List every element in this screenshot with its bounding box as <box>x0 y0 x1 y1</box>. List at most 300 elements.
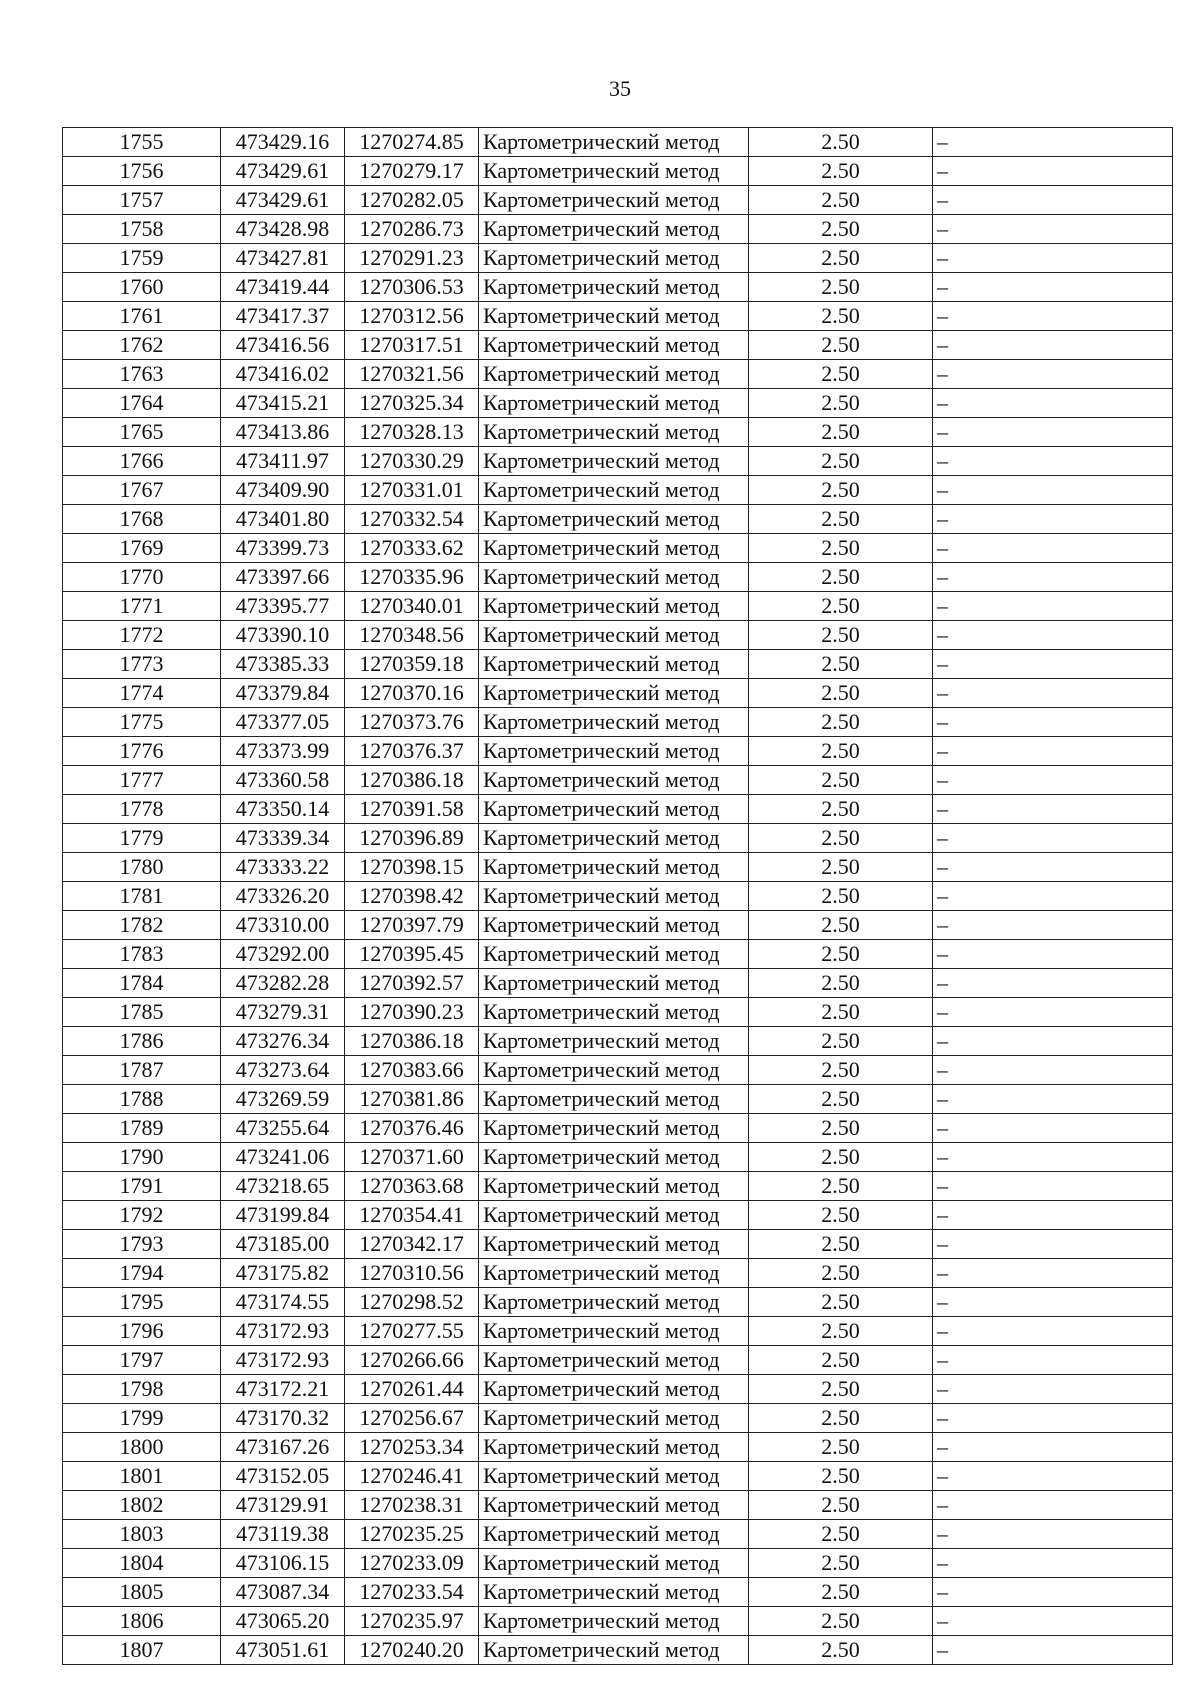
method-cell: Картометрический метод <box>479 505 749 534</box>
accuracy-cell: 2.50 <box>749 708 933 737</box>
note-cell: – <box>933 1143 1173 1172</box>
table-row <box>63 969 1173 998</box>
note-cell: – <box>933 969 1173 998</box>
note-cell: – <box>933 679 1173 708</box>
table-row <box>63 1636 1173 1665</box>
method-cell: Картометрический метод <box>479 360 749 389</box>
accuracy-cell: 2.50 <box>749 1259 933 1288</box>
x-coordinate-cell: 473310.00 <box>221 911 345 940</box>
method-cell: Картометрический метод <box>479 737 749 766</box>
x-coordinate-cell: 473276.34 <box>221 1027 345 1056</box>
method-cell: Картометрический метод <box>479 1259 749 1288</box>
method-cell: Картометрический метод <box>479 447 749 476</box>
accuracy-cell: 2.50 <box>749 650 933 679</box>
x-coordinate-cell: 473172.93 <box>221 1317 345 1346</box>
accuracy-cell: 2.50 <box>749 1636 933 1665</box>
table-row <box>63 679 1173 708</box>
y-coordinate-cell: 1270370.16 <box>345 679 479 708</box>
method-cell: Картометрический метод <box>479 1404 749 1433</box>
y-coordinate-cell: 1270312.56 <box>345 302 479 331</box>
accuracy-cell: 2.50 <box>749 1288 933 1317</box>
x-coordinate-cell: 473339.34 <box>221 824 345 853</box>
method-cell: Картометрический метод <box>479 1085 749 1114</box>
table-row <box>63 418 1173 447</box>
accuracy-cell: 2.50 <box>749 1172 933 1201</box>
accuracy-cell: 2.50 <box>749 621 933 650</box>
y-coordinate-cell: 1270398.42 <box>345 882 479 911</box>
accuracy-cell: 2.50 <box>749 273 933 302</box>
accuracy-cell: 2.50 <box>749 447 933 476</box>
method-cell: Картометрический метод <box>479 1520 749 1549</box>
y-coordinate-cell: 1270376.37 <box>345 737 479 766</box>
method-cell: Картометрический метод <box>479 1230 749 1259</box>
y-coordinate-cell: 1270321.56 <box>345 360 479 389</box>
y-coordinate-cell: 1270330.29 <box>345 447 479 476</box>
note-cell: – <box>933 1607 1173 1636</box>
accuracy-cell: 2.50 <box>749 911 933 940</box>
note-cell: – <box>933 1462 1173 1491</box>
table-row <box>63 534 1173 563</box>
method-cell: Картометрический метод <box>479 1143 749 1172</box>
page-number: 35 <box>609 76 631 101</box>
y-coordinate-cell: 1270390.23 <box>345 998 479 1027</box>
table-row <box>63 1491 1173 1520</box>
method-cell: Картометрический метод <box>479 1578 749 1607</box>
point-number-cell: 1790 <box>63 1143 221 1172</box>
note-cell: – <box>933 795 1173 824</box>
note-cell: – <box>933 534 1173 563</box>
accuracy-cell: 2.50 <box>749 128 933 157</box>
x-coordinate-cell: 473379.84 <box>221 679 345 708</box>
accuracy-cell: 2.50 <box>749 418 933 447</box>
note-cell: – <box>933 1317 1173 1346</box>
table-row <box>63 621 1173 650</box>
note-cell: – <box>933 1520 1173 1549</box>
note-cell: – <box>933 360 1173 389</box>
point-number-cell: 1787 <box>63 1056 221 1085</box>
note-cell: – <box>933 1172 1173 1201</box>
x-coordinate-cell: 473282.28 <box>221 969 345 998</box>
note-cell: – <box>933 911 1173 940</box>
table-row <box>63 1520 1173 1549</box>
point-number-cell: 1757 <box>63 186 221 215</box>
note-cell: – <box>933 998 1173 1027</box>
point-number-cell: 1797 <box>63 1346 221 1375</box>
point-number-cell: 1769 <box>63 534 221 563</box>
point-number-cell: 1799 <box>63 1404 221 1433</box>
point-number-cell: 1781 <box>63 882 221 911</box>
coordinates-table-body <box>63 128 1173 1665</box>
note-cell: – <box>933 1259 1173 1288</box>
point-number-cell: 1803 <box>63 1520 221 1549</box>
accuracy-cell: 2.50 <box>749 331 933 360</box>
y-coordinate-cell: 1270279.17 <box>345 157 479 186</box>
table-row <box>63 795 1173 824</box>
method-cell: Картометрический метод <box>479 853 749 882</box>
accuracy-cell: 2.50 <box>749 1201 933 1230</box>
method-cell: Картометрический метод <box>479 1201 749 1230</box>
table-row <box>63 650 1173 679</box>
note-cell: – <box>933 418 1173 447</box>
x-coordinate-cell: 473218.65 <box>221 1172 345 1201</box>
note-cell: – <box>933 824 1173 853</box>
table-row <box>63 708 1173 737</box>
y-coordinate-cell: 1270233.09 <box>345 1549 479 1578</box>
method-cell: Картометрический метод <box>479 1317 749 1346</box>
x-coordinate-cell: 473417.37 <box>221 302 345 331</box>
point-number-cell: 1801 <box>63 1462 221 1491</box>
y-coordinate-cell: 1270340.01 <box>345 592 479 621</box>
point-number-cell: 1776 <box>63 737 221 766</box>
y-coordinate-cell: 1270233.54 <box>345 1578 479 1607</box>
method-cell: Картометрический метод <box>479 389 749 418</box>
y-coordinate-cell: 1270246.41 <box>345 1462 479 1491</box>
accuracy-cell: 2.50 <box>749 186 933 215</box>
accuracy-cell: 2.50 <box>749 563 933 592</box>
accuracy-cell: 2.50 <box>749 1317 933 1346</box>
accuracy-cell: 2.50 <box>749 1114 933 1143</box>
method-cell: Картометрический метод <box>479 215 749 244</box>
table-row <box>63 1259 1173 1288</box>
method-cell: Картометрический метод <box>479 824 749 853</box>
method-cell: Картометрический метод <box>479 331 749 360</box>
x-coordinate-cell: 473360.58 <box>221 766 345 795</box>
y-coordinate-cell: 1270256.67 <box>345 1404 479 1433</box>
note-cell: – <box>933 1085 1173 1114</box>
point-number-cell: 1800 <box>63 1433 221 1462</box>
accuracy-cell: 2.50 <box>749 882 933 911</box>
point-number-cell: 1798 <box>63 1375 221 1404</box>
table-row <box>63 1607 1173 1636</box>
point-number-cell: 1780 <box>63 853 221 882</box>
point-number-cell: 1796 <box>63 1317 221 1346</box>
x-coordinate-cell: 473413.86 <box>221 418 345 447</box>
y-coordinate-cell: 1270354.41 <box>345 1201 479 1230</box>
accuracy-cell: 2.50 <box>749 766 933 795</box>
table-row <box>63 244 1173 273</box>
x-coordinate-cell: 473174.55 <box>221 1288 345 1317</box>
y-coordinate-cell: 1270274.85 <box>345 128 479 157</box>
table-row <box>63 331 1173 360</box>
accuracy-cell: 2.50 <box>749 1027 933 1056</box>
x-coordinate-cell: 473269.59 <box>221 1085 345 1114</box>
table-row <box>63 563 1173 592</box>
note-cell: – <box>933 1404 1173 1433</box>
x-coordinate-cell: 473399.73 <box>221 534 345 563</box>
table-row <box>63 505 1173 534</box>
point-number-cell: 1755 <box>63 128 221 157</box>
accuracy-cell: 2.50 <box>749 534 933 563</box>
y-coordinate-cell: 1270333.62 <box>345 534 479 563</box>
note-cell: – <box>933 563 1173 592</box>
coordinates-table <box>62 127 1173 1665</box>
method-cell: Картометрический метод <box>479 940 749 969</box>
accuracy-cell: 2.50 <box>749 1056 933 1085</box>
x-coordinate-cell: 473199.84 <box>221 1201 345 1230</box>
method-cell: Картометрический метод <box>479 766 749 795</box>
y-coordinate-cell: 1270386.18 <box>345 1027 479 1056</box>
note-cell: – <box>933 766 1173 795</box>
note-cell: – <box>933 1114 1173 1143</box>
accuracy-cell: 2.50 <box>749 737 933 766</box>
method-cell: Картометрический метод <box>479 882 749 911</box>
point-number-cell: 1775 <box>63 708 221 737</box>
table-row <box>63 1114 1173 1143</box>
table-row <box>63 1230 1173 1259</box>
table-row <box>63 476 1173 505</box>
y-coordinate-cell: 1270397.79 <box>345 911 479 940</box>
point-number-cell: 1756 <box>63 157 221 186</box>
accuracy-cell: 2.50 <box>749 215 933 244</box>
note-cell: – <box>933 1636 1173 1665</box>
x-coordinate-cell: 473409.90 <box>221 476 345 505</box>
method-cell: Картометрический метод <box>479 1172 749 1201</box>
x-coordinate-cell: 473390.10 <box>221 621 345 650</box>
note-cell: – <box>933 1230 1173 1259</box>
table-row <box>63 1462 1173 1491</box>
method-cell: Картометрический метод <box>479 534 749 563</box>
table-row <box>63 1143 1173 1172</box>
y-coordinate-cell: 1270261.44 <box>345 1375 479 1404</box>
table-row <box>63 128 1173 157</box>
accuracy-cell: 2.50 <box>749 679 933 708</box>
y-coordinate-cell: 1270335.96 <box>345 563 479 592</box>
point-number-cell: 1795 <box>63 1288 221 1317</box>
point-number-cell: 1765 <box>63 418 221 447</box>
table-row <box>63 215 1173 244</box>
x-coordinate-cell: 473170.32 <box>221 1404 345 1433</box>
point-number-cell: 1794 <box>63 1259 221 1288</box>
x-coordinate-cell: 473292.00 <box>221 940 345 969</box>
x-coordinate-cell: 473401.80 <box>221 505 345 534</box>
y-coordinate-cell: 1270332.54 <box>345 505 479 534</box>
note-cell: – <box>933 882 1173 911</box>
x-coordinate-cell: 473385.33 <box>221 650 345 679</box>
accuracy-cell: 2.50 <box>749 1462 933 1491</box>
point-number-cell: 1763 <box>63 360 221 389</box>
point-number-cell: 1791 <box>63 1172 221 1201</box>
method-cell: Картометрический метод <box>479 157 749 186</box>
point-number-cell: 1792 <box>63 1201 221 1230</box>
y-coordinate-cell: 1270373.76 <box>345 708 479 737</box>
y-coordinate-cell: 1270253.34 <box>345 1433 479 1462</box>
x-coordinate-cell: 473373.99 <box>221 737 345 766</box>
accuracy-cell: 2.50 <box>749 969 933 998</box>
note-cell: – <box>933 273 1173 302</box>
table-row <box>63 1056 1173 1085</box>
table-row <box>63 1346 1173 1375</box>
y-coordinate-cell: 1270235.25 <box>345 1520 479 1549</box>
accuracy-cell: 2.50 <box>749 302 933 331</box>
x-coordinate-cell: 473241.06 <box>221 1143 345 1172</box>
method-cell: Картометрический метод <box>479 1375 749 1404</box>
y-coordinate-cell: 1270342.17 <box>345 1230 479 1259</box>
x-coordinate-cell: 473279.31 <box>221 998 345 1027</box>
table-row <box>63 1085 1173 1114</box>
method-cell: Картометрический метод <box>479 1056 749 1085</box>
table-row <box>63 186 1173 215</box>
y-coordinate-cell: 1270238.31 <box>345 1491 479 1520</box>
y-coordinate-cell: 1270282.05 <box>345 186 479 215</box>
x-coordinate-cell: 473429.16 <box>221 128 345 157</box>
table-row <box>63 824 1173 853</box>
y-coordinate-cell: 1270306.53 <box>345 273 479 302</box>
y-coordinate-cell: 1270298.52 <box>345 1288 479 1317</box>
accuracy-cell: 2.50 <box>749 940 933 969</box>
accuracy-cell: 2.50 <box>749 1433 933 1462</box>
point-number-cell: 1806 <box>63 1607 221 1636</box>
table-row <box>63 1172 1173 1201</box>
table-row <box>63 853 1173 882</box>
note-cell: – <box>933 1491 1173 1520</box>
x-coordinate-cell: 473255.64 <box>221 1114 345 1143</box>
point-number-cell: 1759 <box>63 244 221 273</box>
table-row <box>63 1027 1173 1056</box>
accuracy-cell: 2.50 <box>749 505 933 534</box>
note-cell: – <box>933 331 1173 360</box>
table-row <box>63 1578 1173 1607</box>
point-number-cell: 1768 <box>63 505 221 534</box>
x-coordinate-cell: 473429.61 <box>221 157 345 186</box>
point-number-cell: 1773 <box>63 650 221 679</box>
accuracy-cell: 2.50 <box>749 1520 933 1549</box>
point-number-cell: 1782 <box>63 911 221 940</box>
table-row <box>63 1317 1173 1346</box>
accuracy-cell: 2.50 <box>749 1404 933 1433</box>
accuracy-cell: 2.50 <box>749 389 933 418</box>
note-cell: – <box>933 505 1173 534</box>
point-number-cell: 1770 <box>63 563 221 592</box>
point-number-cell: 1772 <box>63 621 221 650</box>
point-number-cell: 1761 <box>63 302 221 331</box>
note-cell: – <box>933 302 1173 331</box>
note-cell: – <box>933 1056 1173 1085</box>
point-number-cell: 1766 <box>63 447 221 476</box>
y-coordinate-cell: 1270396.89 <box>345 824 479 853</box>
y-coordinate-cell: 1270386.18 <box>345 766 479 795</box>
table-row <box>63 360 1173 389</box>
method-cell: Картометрический метод <box>479 1607 749 1636</box>
x-coordinate-cell: 473273.64 <box>221 1056 345 1085</box>
point-number-cell: 1762 <box>63 331 221 360</box>
note-cell: – <box>933 244 1173 273</box>
note-cell: – <box>933 1578 1173 1607</box>
x-coordinate-cell: 473152.05 <box>221 1462 345 1491</box>
y-coordinate-cell: 1270325.34 <box>345 389 479 418</box>
method-cell: Картометрический метод <box>479 911 749 940</box>
x-coordinate-cell: 473377.05 <box>221 708 345 737</box>
y-coordinate-cell: 1270398.15 <box>345 853 479 882</box>
y-coordinate-cell: 1270371.60 <box>345 1143 479 1172</box>
table-row <box>63 1433 1173 1462</box>
x-coordinate-cell: 473411.97 <box>221 447 345 476</box>
method-cell: Картометрический метод <box>479 1346 749 1375</box>
note-cell: – <box>933 621 1173 650</box>
y-coordinate-cell: 1270395.45 <box>345 940 479 969</box>
table-row <box>63 1288 1173 1317</box>
x-coordinate-cell: 473065.20 <box>221 1607 345 1636</box>
table-row <box>63 302 1173 331</box>
point-number-cell: 1760 <box>63 273 221 302</box>
note-cell: – <box>933 1433 1173 1462</box>
x-coordinate-cell: 473119.38 <box>221 1520 345 1549</box>
note-cell: – <box>933 708 1173 737</box>
method-cell: Картометрический метод <box>479 563 749 592</box>
x-coordinate-cell: 473106.15 <box>221 1549 345 1578</box>
y-coordinate-cell: 1270291.23 <box>345 244 479 273</box>
table-row <box>63 1201 1173 1230</box>
note-cell: – <box>933 476 1173 505</box>
method-cell: Картометрический метод <box>479 244 749 273</box>
y-coordinate-cell: 1270376.46 <box>345 1114 479 1143</box>
note-cell: – <box>933 447 1173 476</box>
accuracy-cell: 2.50 <box>749 1607 933 1636</box>
point-number-cell: 1778 <box>63 795 221 824</box>
y-coordinate-cell: 1270383.66 <box>345 1056 479 1085</box>
y-coordinate-cell: 1270286.73 <box>345 215 479 244</box>
y-coordinate-cell: 1270277.55 <box>345 1317 479 1346</box>
method-cell: Картометрический метод <box>479 1462 749 1491</box>
y-coordinate-cell: 1270391.58 <box>345 795 479 824</box>
note-cell: – <box>933 1549 1173 1578</box>
y-coordinate-cell: 1270392.57 <box>345 969 479 998</box>
y-coordinate-cell: 1270348.56 <box>345 621 479 650</box>
accuracy-cell: 2.50 <box>749 244 933 273</box>
method-cell: Картометрический метод <box>479 708 749 737</box>
method-cell: Картометрический метод <box>479 1433 749 1462</box>
note-cell: – <box>933 389 1173 418</box>
method-cell: Картометрический метод <box>479 621 749 650</box>
x-coordinate-cell: 473395.77 <box>221 592 345 621</box>
y-coordinate-cell: 1270266.66 <box>345 1346 479 1375</box>
point-number-cell: 1788 <box>63 1085 221 1114</box>
table-row <box>63 737 1173 766</box>
accuracy-cell: 2.50 <box>749 824 933 853</box>
x-coordinate-cell: 473416.56 <box>221 331 345 360</box>
accuracy-cell: 2.50 <box>749 592 933 621</box>
table-row <box>63 1549 1173 1578</box>
method-cell: Картометрический метод <box>479 795 749 824</box>
point-number-cell: 1793 <box>63 1230 221 1259</box>
accuracy-cell: 2.50 <box>749 795 933 824</box>
point-number-cell: 1758 <box>63 215 221 244</box>
method-cell: Картометрический метод <box>479 1027 749 1056</box>
y-coordinate-cell: 1270331.01 <box>345 476 479 505</box>
x-coordinate-cell: 473416.02 <box>221 360 345 389</box>
point-number-cell: 1802 <box>63 1491 221 1520</box>
point-number-cell: 1804 <box>63 1549 221 1578</box>
point-number-cell: 1789 <box>63 1114 221 1143</box>
note-cell: – <box>933 215 1173 244</box>
accuracy-cell: 2.50 <box>749 1143 933 1172</box>
method-cell: Картометрический метод <box>479 1549 749 1578</box>
note-cell: – <box>933 1375 1173 1404</box>
method-cell: Картометрический метод <box>479 592 749 621</box>
method-cell: Картометрический метод <box>479 998 749 1027</box>
method-cell: Картометрический метод <box>479 650 749 679</box>
accuracy-cell: 2.50 <box>749 998 933 1027</box>
method-cell: Картометрический метод <box>479 302 749 331</box>
y-coordinate-cell: 1270240.20 <box>345 1636 479 1665</box>
accuracy-cell: 2.50 <box>749 1549 933 1578</box>
method-cell: Картометрический метод <box>479 679 749 708</box>
note-cell: – <box>933 1288 1173 1317</box>
accuracy-cell: 2.50 <box>749 1346 933 1375</box>
point-number-cell: 1783 <box>63 940 221 969</box>
y-coordinate-cell: 1270381.86 <box>345 1085 479 1114</box>
table-row <box>63 157 1173 186</box>
note-cell: – <box>933 737 1173 766</box>
